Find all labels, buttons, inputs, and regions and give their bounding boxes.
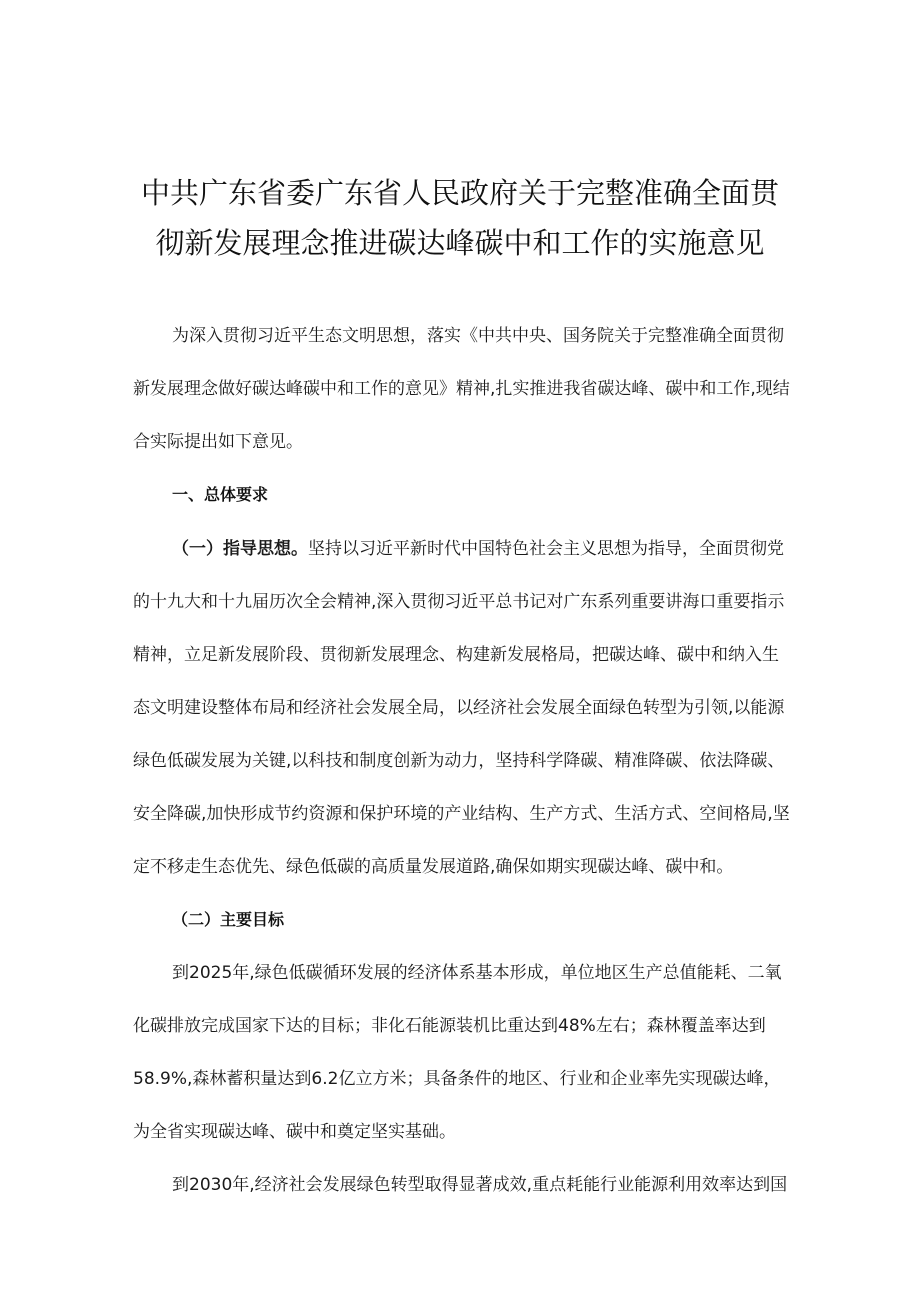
guiding-text-1: 坚持以习近平新时代中国特色社会主义思想为指导，全面贯彻党 bbox=[308, 539, 784, 559]
guiding-line-6: 安全降碳,加快形成节约资源和保护环境的产业结构、生产方式、生活方式、空间格局,坚 bbox=[133, 804, 790, 824]
guiding-label: （一）指导思想。 bbox=[172, 539, 308, 559]
goal2025-line-4: 为全省实现碳达峰、碳中和奠定坚实基础。 bbox=[133, 1122, 456, 1142]
intro-line-2: 新发展理念做好碳达峰碳中和工作的意见》精神,扎实推进我省碳达峰、碳中和工作,现结 bbox=[133, 379, 790, 399]
goal2025-line-2: 化碳排放完成国家下达的目标；非化石能源装机比重达到48%左右；森林覆盖率达到 bbox=[133, 1016, 766, 1036]
section-heading-general: 一、总体要求 bbox=[172, 485, 269, 504]
intro-line-1: 为深入贯彻习近平生态文明思想，落实《中共中央、国务院关于完整准确全面贯彻 bbox=[172, 326, 784, 346]
guiding-line-5: 绿色低碳发展为关键,以科技和制度创新为动力，坚持科学降碳、精准降碳、依法降碳、 bbox=[133, 751, 785, 771]
guiding-line-7: 定不移走生态优先、绿色低碳的高质量发展道路,确保如期实现碳达峰、碳中和。 bbox=[133, 857, 734, 877]
guiding-line-3: 精神，立足新发展阶段、贯彻新发展理念、构建新发展格局，把碳达峰、碳中和纳入生 bbox=[133, 645, 779, 665]
goal2025-line-3: 58.9%,森林蓄积量达到6.2亿立方米；具备条件的地区、行业和企业率先实现碳达峰， bbox=[133, 1069, 781, 1089]
guiding-line-1 bbox=[172, 538, 793, 560]
guiding-line-2: 的十九大和十九届历次全会精神,深入贯彻习近平总书记对广东系列重要讲海口重要指示 bbox=[133, 592, 785, 612]
intro-line-3: 合实际提出如下意见。 bbox=[133, 432, 303, 452]
section-heading-goals: （二）主要目标 bbox=[172, 910, 285, 929]
goal2030-line-1: 到2030年,经济社会发展绿色转型取得显著成效,重点耗能行业能源利用效率达到国 bbox=[172, 1175, 788, 1195]
goal2025-line-1: 到2025年,绿色低碳循环发展的经济体系基本形成，单位地区生产总值能耗、二氧 bbox=[172, 963, 782, 983]
title-line-2: 彻新发展理念推进碳达峰碳中和工作的实施意见 bbox=[155, 226, 765, 260]
guiding-line-4: 态文明建设整体布局和经济社会发展全局，以经济社会发展全面绿色转型为引领,以能源 bbox=[133, 698, 785, 718]
document-title bbox=[100, 168, 820, 268]
title-line-1: 中共广东省委广东省人民政府关于完整准确全面贯 bbox=[140, 176, 779, 210]
